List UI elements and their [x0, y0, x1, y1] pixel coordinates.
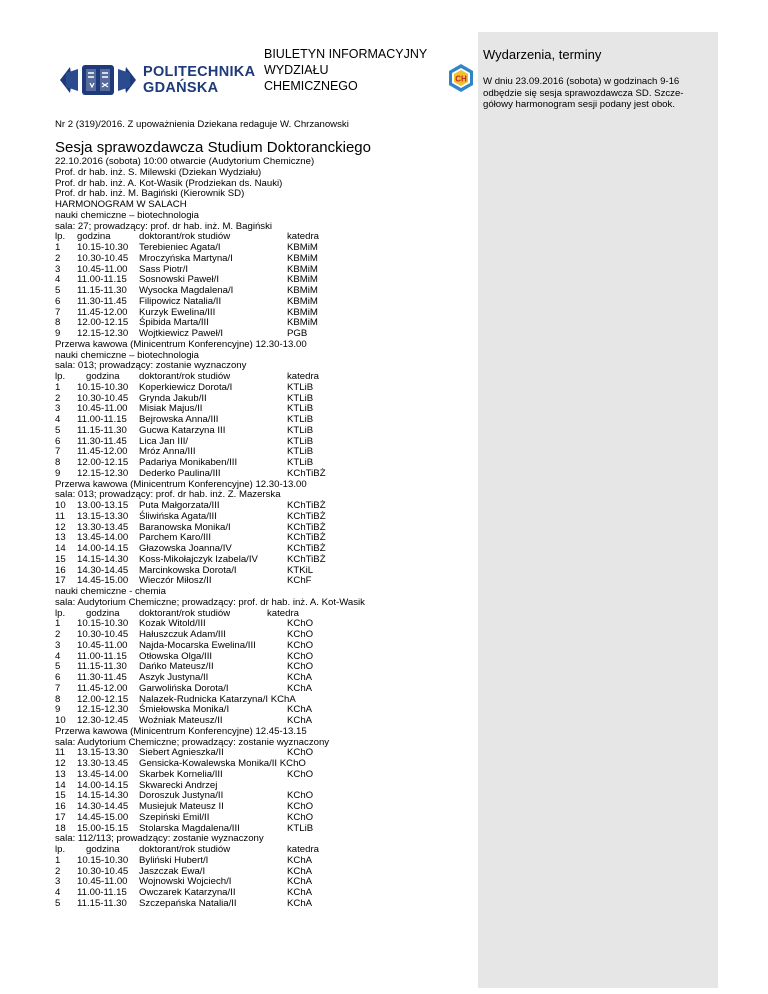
row-department: KChA — [287, 672, 313, 683]
row-department: katedra — [287, 844, 319, 855]
row-department: KChA — [287, 865, 313, 877]
row-number: 3 — [55, 876, 61, 888]
row-time: 15.00-15.15 — [77, 822, 129, 834]
row-doctoral-student: Sosnowski Paweł/I — [139, 274, 219, 286]
row-time: 11.45-12.00 — [77, 446, 128, 458]
row-time: 11.30-11.45 — [77, 435, 127, 447]
row-time: 10.30-10.45 — [77, 252, 129, 264]
row-time: 13.30-13.45 — [77, 521, 129, 533]
row-department: KChTiBŻ — [287, 521, 326, 533]
row-department: katedra — [267, 607, 299, 619]
row-department: KChO — [287, 811, 314, 823]
row-time: 14.30-14.45 — [77, 564, 129, 576]
schedule-text-line: sala: 112/113; prowadzący: zostanie wyznaczony — [55, 833, 264, 845]
row-time: 11.30-11.45 — [77, 295, 127, 307]
row-number: 4 — [55, 414, 61, 425]
row-number: 9 — [55, 704, 61, 716]
schedule-row — [55, 297, 475, 308]
row-doctoral-student: Woźniak Mateusz/II — [139, 715, 223, 726]
schedule-row — [55, 641, 475, 652]
row-number: 8 — [55, 317, 61, 329]
row-doctoral-student: Doroszuk Justyna/II — [139, 790, 224, 802]
row-number: 11 — [55, 747, 65, 759]
row-doctoral-student: Koperkiewicz Dorota/I — [139, 381, 233, 393]
row-doctoral-student: Padariya Monikaben/III — [139, 457, 238, 468]
bulletin-line: CHEMICZNEGO — [264, 79, 358, 93]
row-time: godzina — [86, 844, 120, 855]
faculty-badge-icon — [446, 63, 476, 93]
row-doctoral-student: Musiejuk Mateusz II — [139, 801, 224, 812]
row-department: KBMiM — [287, 263, 318, 275]
row-number: 2 — [55, 629, 61, 640]
row-number: lp. — [55, 371, 66, 382]
row-time: 10.45-11.00 — [77, 639, 128, 651]
schedule-text-line: sala: 013; prowadzący: prof. dr hab. inż. Z. Mazerska — [55, 489, 281, 501]
row-time: 11.15-11.30 — [77, 285, 127, 296]
schedule-text-line: HARMONOGRAM W SALACH — [55, 199, 187, 210]
row-number: 9 — [55, 467, 61, 479]
row-doctoral-student: Wojtkiewicz Paweł/I — [139, 328, 224, 339]
bulletin-title — [264, 46, 427, 94]
bulletin-line: WYDZIAŁU — [264, 63, 329, 77]
row-doctoral-student: Śliwińska Agata/III — [139, 510, 217, 522]
row-doctoral-student: Parchem Karo/III — [139, 532, 211, 544]
row-doctoral-student: Filipowicz Natalia/II — [139, 295, 222, 307]
row-department: KTLiB — [287, 457, 314, 468]
row-doctoral-student: Baranowska Monika/I — [139, 521, 231, 533]
row-doctoral-student: Dańko Mateusz/II — [139, 661, 214, 673]
schedule-text-line: sala: Audytorium Chemiczne; prowadzący: prof. dr hab. inż. A. Kot-Wasik — [55, 596, 365, 608]
row-number: 13 — [55, 768, 66, 780]
schedule-text-line: sala: Audytorium Chemiczne; prowadzący: zostanie wyznaczony — [55, 736, 330, 748]
row-time: 14.15-14.30 — [77, 553, 129, 565]
row-department: KChO — [287, 650, 314, 662]
row-number: 16 — [55, 801, 66, 812]
row-time: 10.30-10.45 — [77, 629, 129, 640]
row-doctoral-student: Stolarska Magdalena/III — [139, 822, 240, 834]
row-department: KChO — [287, 618, 314, 630]
row-number: 16 — [55, 564, 66, 576]
row-time: 14.45-15.00 — [77, 811, 129, 823]
row-department: KChO — [287, 639, 314, 651]
row-department: katedra — [287, 371, 319, 382]
schedule-row — [55, 555, 475, 566]
logo-text-line2: GDAŃSKA — [143, 80, 219, 96]
row-number: 11 — [55, 510, 65, 522]
row-department: KTLiB — [287, 392, 314, 404]
row-time: 13.15-13.30 — [77, 747, 129, 759]
row-department: KChF — [287, 575, 312, 587]
schedule-row — [55, 383, 475, 394]
row-doctoral-student: Najda-Mocarska Ewelina/III — [139, 639, 256, 651]
row-doctoral-student: Aszyk Justyna/II — [139, 672, 209, 683]
row-department: KBMiM — [287, 285, 318, 296]
row-number: 12 — [55, 521, 66, 533]
row-department: KBMiM — [287, 274, 318, 286]
row-doctoral-student: Skwarecki Andrzej — [139, 779, 218, 791]
row-department: KChA — [287, 876, 313, 888]
row-number: 7 — [55, 682, 61, 694]
schedule-text-line: nauki chemiczne - chemia — [55, 586, 166, 597]
schedule-text-line: Prof. dr hab. inż. A. Kot-Wasik (Prodziekan ds. Nauki) — [55, 177, 283, 189]
row-doctoral-student: Skarbek Kornelia/III — [139, 768, 223, 780]
sidebar-text — [483, 76, 711, 111]
row-department: KChO — [287, 768, 314, 780]
row-doctoral-student: doktorant/rok studiów — [139, 844, 231, 855]
row-time: 10.15-10.30 — [77, 854, 129, 866]
row-doctoral-student: Lica Jan III/ — [139, 435, 189, 447]
row-time: 11.15-11.30 — [77, 424, 127, 436]
row-doctoral-student: Byliński Hubert/I — [139, 854, 209, 866]
row-time: 11.00-11.15 — [77, 887, 127, 898]
row-time: 12.15-12.30 — [77, 328, 129, 339]
row-doctoral-student: Puta Małgorzata/III — [139, 500, 220, 511]
row-number: 3 — [55, 403, 61, 415]
row-doctoral-student: Grynda Jakub/II — [139, 392, 207, 404]
sidebar-panel — [478, 32, 718, 988]
sidebar-text-line: gółowy harmonogram sesji podany jest obok. — [483, 99, 675, 111]
row-number: 2 — [55, 865, 61, 877]
row-doctoral-student: Gensicka-Kowalewska Monika/II KChO — [139, 758, 306, 769]
row-number: 14 — [55, 543, 66, 554]
row-number: lp. — [55, 607, 66, 619]
schedule-row — [55, 899, 475, 910]
row-number: 5 — [55, 424, 61, 436]
schedule-text-line: sala: 013; prowadzący: zostanie wyznaczony — [55, 360, 247, 372]
row-department: KTKiL — [287, 564, 314, 576]
row-number: 4 — [55, 887, 61, 898]
row-doctoral-student: Wieczór Miłosz/II — [139, 575, 212, 587]
row-time: 10.45-11.00 — [77, 403, 128, 415]
row-department: KTLiB — [287, 381, 314, 393]
row-number: 1 — [55, 242, 61, 253]
row-number: 17 — [55, 811, 66, 823]
row-doctoral-student: Terebieniec Agata/I — [139, 242, 221, 253]
row-time: 11.00-11.15 — [77, 414, 127, 425]
badge-text: CH — [455, 74, 467, 84]
row-time: 12.15-12.30 — [77, 704, 129, 716]
row-number: 14 — [55, 779, 66, 791]
row-number: 5 — [55, 897, 61, 909]
schedule-row — [55, 426, 475, 437]
row-department: KChA — [287, 682, 313, 694]
row-department: KBMiM — [287, 295, 318, 307]
row-time: 13.45-14.00 — [77, 768, 129, 780]
row-doctoral-student: Szepiński Emil/II — [139, 811, 210, 823]
row-time: 10.15-10.30 — [77, 381, 129, 393]
row-doctoral-student: Gucwa Katarzyna III — [139, 424, 226, 436]
row-time: 10.45-11.00 — [77, 876, 128, 888]
row-doctoral-student: Bejrowska Anna/III — [139, 414, 219, 425]
row-doctoral-student: Siebert Agnieszka/II — [139, 747, 224, 759]
row-time: 13.30-13.45 — [77, 758, 129, 769]
schedule-text-line: Prof. dr hab. inż. S. Milewski (Dziekan Wydziału) — [55, 166, 262, 178]
schedule-text-line: 22.10.2016 (sobota) 10:00 otwarcie (Audytorium Chemiczne) — [55, 156, 315, 167]
row-department: KTLiB — [287, 446, 314, 458]
schedule-row — [55, 813, 475, 824]
row-department: KChA — [287, 704, 313, 716]
row-time: 14.00-14.15 — [77, 543, 129, 554]
schedule-row — [55, 469, 475, 480]
row-time: 11.45-12.00 — [77, 682, 128, 694]
schedule-row — [55, 856, 475, 867]
row-time: 10.30-10.45 — [77, 392, 129, 404]
row-number: 2 — [55, 252, 61, 264]
row-number: 15 — [55, 553, 66, 565]
row-time: 14.45-15.00 — [77, 575, 129, 587]
row-time: 12.30-12.45 — [77, 715, 129, 726]
row-department: KChTiBŻ — [287, 467, 326, 479]
row-time: 11.15-11.30 — [77, 897, 127, 909]
row-number: 7 — [55, 306, 61, 318]
row-time: 11.15-11.30 — [77, 661, 127, 673]
row-department: KTLiB — [287, 403, 314, 415]
row-number: 15 — [55, 790, 66, 802]
row-department: KTLiB — [287, 822, 314, 834]
row-doctoral-student: Koss-Mikołajczyk Izabela/IV — [139, 553, 258, 565]
schedule-text-line: sala: 27; prowadzący: prof. dr hab. inż. M. Bagiński — [55, 220, 273, 232]
row-doctoral-student: Szczepańska Natalia/II — [139, 897, 237, 909]
row-time: 12.00-12.15 — [77, 457, 129, 468]
row-number: 4 — [55, 650, 61, 662]
row-doctoral-student: Wysocka Magdalena/I — [139, 285, 234, 296]
row-time: godzina — [77, 231, 111, 243]
row-number: 1 — [55, 618, 61, 630]
row-number: 5 — [55, 285, 61, 296]
row-doctoral-student: Mroczyńska Martyna/I — [139, 252, 233, 264]
sidebar-text-line: odbędzie się sesja sprawozdawcza SD. Szcze- — [483, 87, 684, 99]
row-number: 8 — [55, 457, 61, 468]
row-number: lp. — [55, 231, 66, 243]
row-department: KTLiB — [287, 435, 314, 447]
row-department: KBMiM — [287, 306, 318, 318]
sidebar-text-line: W dniu 23.09.2016 (sobota) w godzinach 9-16 — [483, 76, 680, 87]
row-time: 14.30-14.45 — [77, 801, 129, 812]
row-time: 10.15-10.30 — [77, 242, 129, 253]
row-time: 11.30-11.45 — [77, 672, 127, 683]
row-doctoral-student: Dederko Paulina/III — [139, 467, 221, 479]
row-doctoral-student: Mróz Anna/III — [139, 446, 196, 458]
row-doctoral-student: Otłowska Olga/III — [139, 650, 213, 662]
row-number: 5 — [55, 661, 61, 673]
schedule-content — [55, 157, 475, 910]
row-time: 12.15-12.30 — [77, 467, 129, 479]
schedule-row — [55, 770, 475, 781]
row-number: 1 — [55, 381, 61, 393]
row-department: KBMiM — [287, 242, 318, 253]
schedule-text-line: Przerwa kawowa (Minicentrum Konferencyjne) 12.30-13.00 — [55, 478, 307, 490]
row-doctoral-student: Marcinkowska Dorota/I — [139, 564, 237, 576]
schedule-row — [55, 684, 475, 695]
row-department: KChO — [287, 629, 314, 640]
row-department: KChO — [287, 661, 314, 673]
row-time: 13.15-13.30 — [77, 510, 129, 522]
row-doctoral-student: Owczarek Katarzyna/II — [139, 887, 236, 898]
row-doctoral-student: doktorant/rok studiów — [139, 231, 231, 243]
row-department: KChO — [287, 790, 314, 802]
row-department: KChA — [287, 887, 313, 898]
row-number: 3 — [55, 639, 61, 651]
row-time: godzina — [86, 607, 120, 619]
row-department: KChTiBŻ — [287, 532, 326, 544]
row-doctoral-student: Śmiełowska Monika/I — [139, 704, 230, 716]
row-time: 14.00-14.15 — [77, 779, 129, 791]
row-department: KChTiBŻ — [287, 500, 326, 511]
row-doctoral-student: Głazowska Joanna/IV — [139, 543, 232, 554]
row-number: lp. — [55, 844, 66, 855]
row-doctoral-student: Kozak Witold/III — [139, 618, 206, 630]
row-number: 7 — [55, 446, 61, 458]
row-number: 18 — [55, 822, 66, 834]
row-number: 6 — [55, 435, 61, 447]
row-doctoral-student: Sass Piotr/I — [139, 263, 189, 275]
row-time: 13.00-13.15 — [77, 500, 129, 511]
schedule-text-line: nauki chemiczne – biotechnologia — [55, 209, 199, 221]
row-department: KChTiBŻ — [287, 510, 326, 522]
university-logo — [58, 58, 256, 102]
bulletin-line: BIULETYN INFORMACYJNY — [264, 47, 428, 61]
row-number: 6 — [55, 672, 61, 683]
row-department: KChA — [287, 854, 313, 866]
row-doctoral-student: doktorant/rok studiów — [139, 607, 231, 619]
schedule-row — [55, 512, 475, 523]
row-number: 17 — [55, 575, 66, 587]
row-time: 11.45-12.00 — [77, 306, 128, 318]
crest-icon — [58, 61, 138, 99]
row-time: 10.45-11.00 — [77, 263, 128, 275]
row-doctoral-student: doktorant/rok studiów — [139, 371, 231, 382]
row-time: 12.00-12.15 — [77, 693, 129, 705]
row-number: 10 — [55, 715, 66, 726]
row-number: 4 — [55, 274, 61, 286]
row-doctoral-student: Śpibida Marta/III — [139, 317, 209, 329]
page-title: Sesja sprawozdawcza Studium Doktoranckiego — [55, 139, 371, 156]
row-department: KTLiB — [287, 414, 314, 425]
row-number: 10 — [55, 500, 66, 511]
schedule-text-line: nauki chemiczne – biotechnologia — [55, 349, 199, 361]
row-department: KChA — [287, 715, 313, 726]
row-department: KChTiBŻ — [287, 553, 326, 565]
schedule-row — [55, 254, 475, 265]
row-doctoral-student: Kurzyk Ewelina/III — [139, 306, 216, 318]
row-number: 9 — [55, 328, 61, 339]
row-time: 10.30-10.45 — [77, 865, 129, 877]
row-time: 11.00-11.15 — [77, 650, 127, 662]
row-doctoral-student: Jaszczak Ewa/I — [139, 865, 206, 877]
row-department: KChTiBŻ — [287, 543, 326, 554]
row-number: 8 — [55, 693, 61, 705]
row-doctoral-student: Wojnowski Wojciech/I — [139, 876, 232, 888]
row-time: 11.00-11.15 — [77, 274, 127, 286]
row-doctoral-student: Garwolińska Dorota/I — [139, 682, 229, 694]
sidebar-title: Wydarzenia, terminy — [483, 47, 602, 62]
row-number: 1 — [55, 854, 61, 866]
row-department: PGB — [287, 328, 308, 339]
row-department: KChO — [287, 747, 314, 759]
schedule-text-line: Przerwa kawowa (Minicentrum Konferencyjne) 12.30-13.00 — [55, 338, 307, 350]
row-number: 2 — [55, 392, 61, 404]
logo-text-line1: POLITECHNIKA — [143, 64, 256, 80]
issue-line: Nr 2 (319)/2016. Z upoważnienia Dziekana redaguje W. Chrzanowski — [55, 119, 349, 130]
row-department: KChA — [287, 897, 313, 909]
row-department: KBMiM — [287, 252, 318, 264]
row-doctoral-student: Hałuszczuk Adam/III — [139, 629, 226, 640]
row-department: katedra — [287, 231, 319, 243]
schedule-text-line: Przerwa kawowa (Minicentrum Konferencyjne) 12.45-13.15 — [55, 725, 307, 737]
row-number: 3 — [55, 263, 61, 275]
row-number: 12 — [55, 758, 66, 769]
row-time: godzina — [86, 371, 120, 382]
row-department: KChO — [287, 801, 314, 812]
row-time: 12.00-12.15 — [77, 317, 129, 329]
row-time: 13.45-14.00 — [77, 532, 129, 544]
row-time: 14.15-14.30 — [77, 790, 129, 802]
row-department: KBMiM — [287, 317, 318, 329]
row-doctoral-student: Misiak Majus/II — [139, 403, 203, 415]
schedule-text-line: Prof. dr hab. inż. M. Bagiński (Kierownik SD) — [55, 188, 245, 200]
row-time: 10.15-10.30 — [77, 618, 129, 630]
row-doctoral-student: Nalazek-Rudnicka Katarzyna/I KChA — [139, 693, 296, 705]
row-number: 6 — [55, 295, 61, 307]
row-number: 13 — [55, 532, 66, 544]
row-department: KTLiB — [287, 424, 314, 436]
